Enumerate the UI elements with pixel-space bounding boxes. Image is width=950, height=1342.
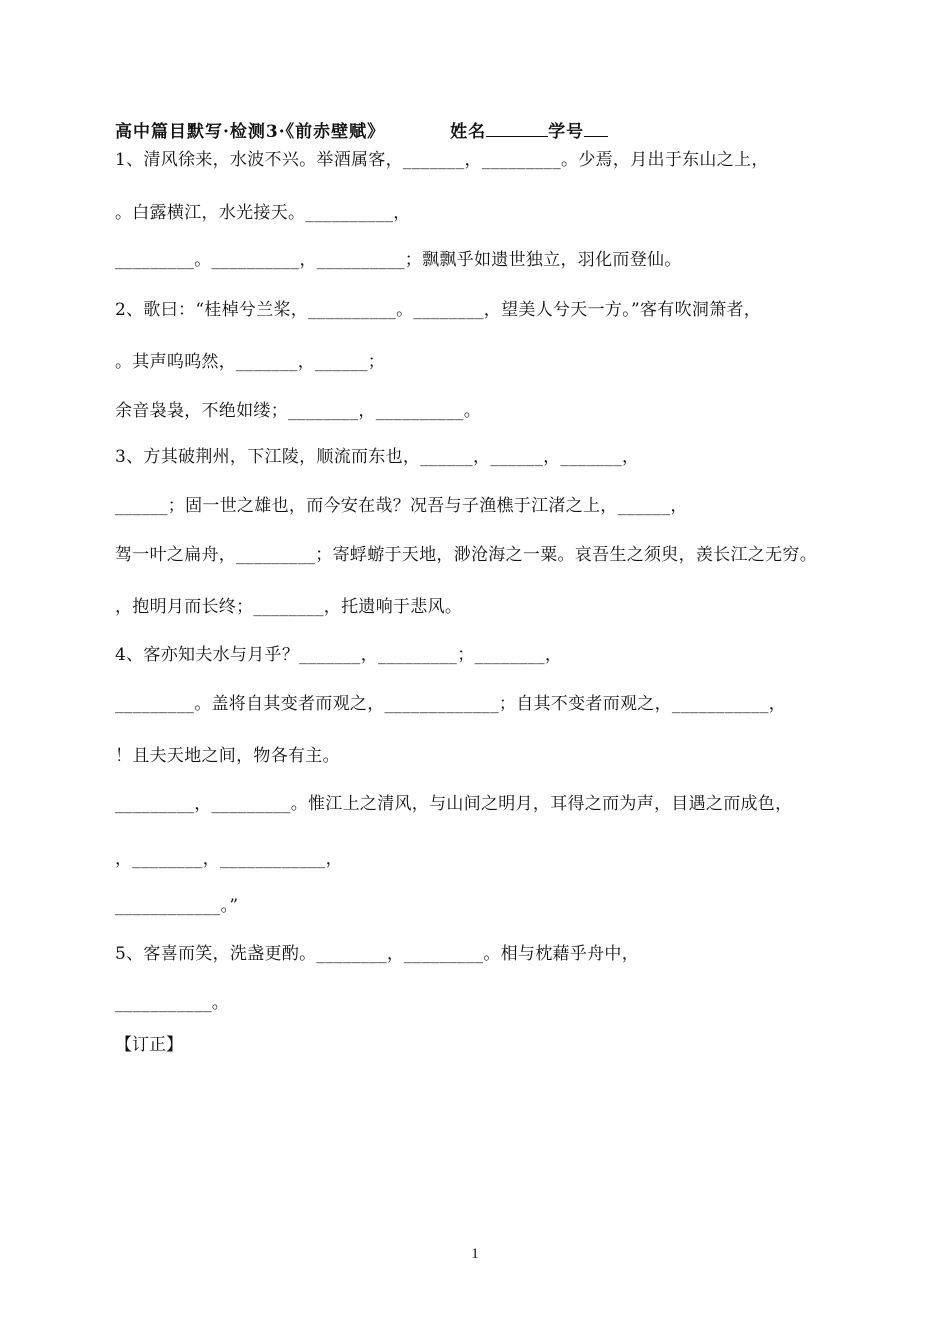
text-line: _________。盖将自其变者而观之，_____________；自其不变者而观之，___________，	[115, 694, 786, 714]
text-line: ！且夫天地之间，物各有主。	[115, 746, 340, 766]
text-line: ，抱明月而长终；________，托遗响于悲风。	[115, 597, 463, 617]
text-line: 。白露横江，水光接天。__________，	[115, 203, 411, 223]
text-line: 1、清风徐来，水波不兴。举酒属客，_______，_________。少焉，月出于东山之上，	[115, 150, 769, 170]
text-line: ___________。	[115, 993, 230, 1013]
text-line: ____________。”	[115, 896, 239, 916]
text-line: ______；固一世之雄也，而今安在哉？况吾与子渔樵于江渚之上，______，	[115, 496, 688, 516]
text-line: _________，_________。惟江上之清风，与山间之明月，耳得之而为声，目遇之而成色，	[115, 794, 793, 814]
name-label: 姓名	[450, 122, 487, 142]
text-line: 2、歌曰：“桂棹兮兰桨，__________。________，望美人兮天一方。”客有吹洞箫者，	[115, 300, 762, 320]
text-line: ，________，____________，	[115, 849, 343, 869]
id-blank	[584, 122, 608, 137]
document-title: 高中篇目默写·检测3·《前赤壁赋》	[115, 122, 386, 142]
correction-label: 【订正】	[115, 1035, 183, 1055]
text-line: 。其声呜呜然，_______，______；	[115, 352, 386, 372]
id-label: 学号	[548, 122, 585, 142]
page-number: 1	[471, 1246, 479, 1262]
text-line: 余音袅袅，不绝如缕；________，__________。	[115, 401, 481, 421]
text-line: 5、客喜而笑，洗盏更酌。________，_________。相与枕藉乎舟中，	[115, 944, 640, 964]
document-title-row	[115, 117, 608, 142]
text-line: 3、方其破荆州，下江陵，顺流而东也，______，______，_______，	[115, 447, 640, 467]
text-line: 驾一叶之扁舟，_________；寄蜉蝣于天地，渺沧海之一粟。哀吾生之须臾，羡长江之无穷。	[115, 545, 817, 565]
text-line: 4、客亦知夫水与月乎？_______，_________；________，	[115, 645, 563, 665]
name-blank	[486, 122, 548, 137]
text-line: _________。__________，__________；飘飘乎如遗世独立，羽化而登仙。	[115, 250, 682, 270]
